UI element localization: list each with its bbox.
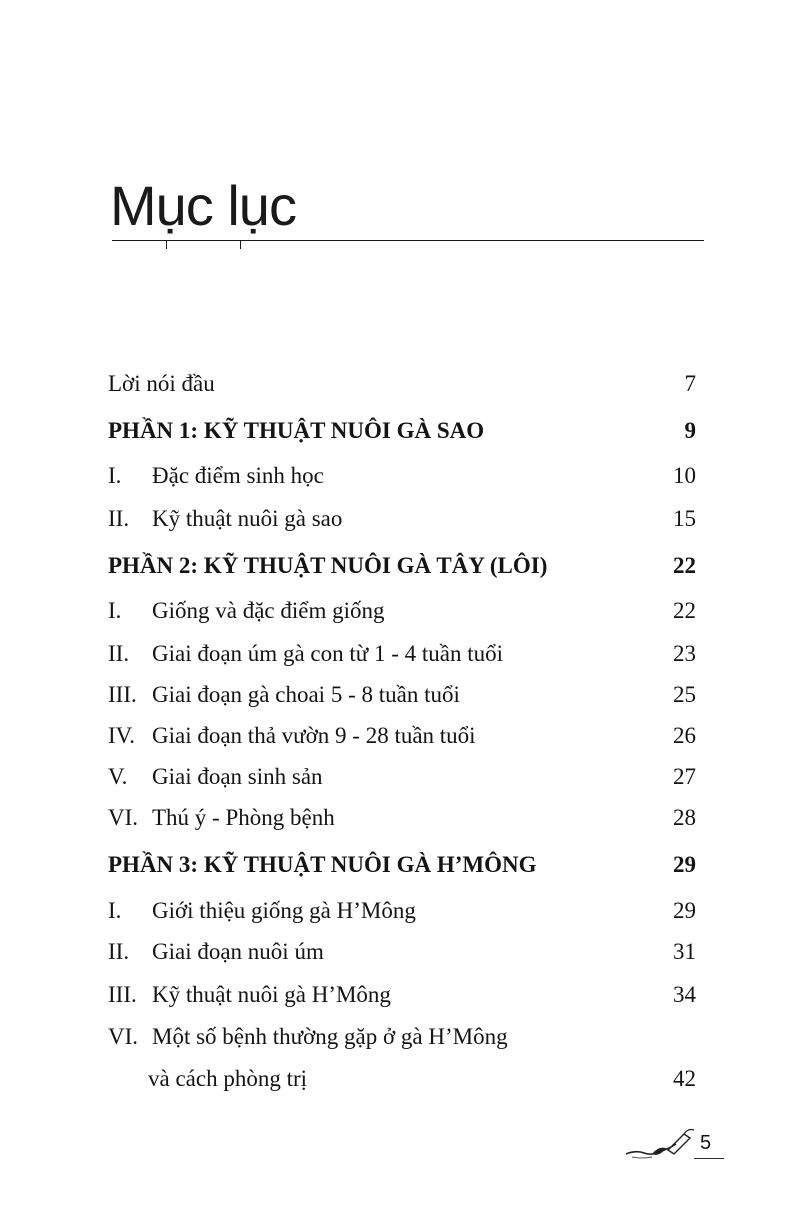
- toc-entry-title: Kỹ thuật nuôi gà sao: [152, 506, 343, 531]
- page-title: Mục lục: [110, 174, 296, 237]
- toc-entry-title: Đặc điểm sinh học: [152, 463, 324, 488]
- toc-entry-number: II.: [108, 506, 130, 531]
- toc-page-number: 23: [673, 641, 696, 666]
- toc-page-number: 22: [673, 553, 696, 578]
- toc-entry-title: PHẦN 2: KỸ THUẬT NUÔI GÀ TÂY (LÔI): [108, 553, 548, 578]
- toc-entry-number: VI.: [108, 1024, 139, 1049]
- toc-entry-number: III.: [108, 682, 137, 707]
- toc-entry-number: V.: [108, 764, 128, 789]
- toc-entry-title: Kỹ thuật nuôi gà H’Mông: [152, 982, 391, 1007]
- toc-entry-number: II.: [108, 939, 130, 964]
- toc-page-number: 25: [673, 682, 696, 707]
- page-number: 5: [700, 1132, 712, 1154]
- toc-entry-title: và cách phòng trị: [148, 1066, 308, 1091]
- toc-entry: [108, 594, 700, 628]
- toc-entry-title: Giai đoạn nuôi úm: [152, 939, 324, 964]
- toc-part-heading: [108, 848, 700, 882]
- toc-page-number: 34: [673, 982, 696, 1007]
- toc-entry: [108, 719, 700, 753]
- toc-page-number: 15: [673, 506, 696, 531]
- toc-entry-title: Giống và đặc điểm giống: [152, 598, 385, 623]
- toc-entry-number: IV.: [108, 723, 136, 748]
- toc-page-number: 42: [673, 1066, 696, 1091]
- toc-page-number: 7: [684, 371, 696, 396]
- toc-entry-number: III.: [108, 982, 137, 1007]
- toc-page-number: 26: [673, 723, 696, 748]
- toc-page-number: 22: [673, 598, 696, 623]
- page-footer: [622, 1124, 722, 1164]
- toc-entry-number: I.: [108, 463, 122, 488]
- footer-rule: [694, 1158, 724, 1159]
- toc-page-number: 28: [673, 805, 696, 830]
- toc-entry-number: VI.: [108, 805, 139, 830]
- toc-entry: [108, 801, 700, 835]
- toc-page-number: 29: [673, 898, 696, 923]
- toc-entry-number: I.: [108, 598, 122, 623]
- toc-entry: [108, 1020, 700, 1054]
- toc-part-heading: [108, 414, 700, 448]
- toc-entry: [108, 637, 700, 671]
- toc-entry: [108, 978, 700, 1012]
- toc-entry: [108, 760, 700, 794]
- toc-page-number: 10: [673, 463, 696, 488]
- toc-entry: [108, 678, 700, 712]
- toc-entry-title: Giai đoạn sinh sản: [152, 764, 323, 789]
- toc-entry-title: Giai đoạn úm gà con từ 1 - 4 tuần tuổi: [152, 641, 504, 666]
- toc-page-number: 29: [673, 852, 696, 877]
- toc-entry-number: II.: [108, 641, 130, 666]
- toc-entry-number: I.: [108, 898, 122, 923]
- toc-page-number: 31: [673, 939, 696, 964]
- toc-entry: [108, 935, 700, 969]
- toc-entry: [108, 367, 700, 401]
- toc-entry-title: Giới thiệu giống gà H’Mông: [152, 898, 416, 923]
- toc-entry-title: Giai đoạn thả vườn 9 - 28 tuần tuổi: [152, 723, 476, 748]
- toc-entry: [108, 502, 700, 536]
- toc-entry-title: Lời nói đầu: [108, 371, 215, 396]
- toc-entry-title: Giai đoạn gà choai 5 - 8 tuần tuổi: [152, 682, 460, 707]
- toc-entry-title: PHẦN 1: KỸ THUẬT NUÔI GÀ SAO: [108, 418, 485, 443]
- pen-scribble-icon: [622, 1124, 698, 1164]
- toc-entry: [108, 459, 700, 493]
- toc-part-heading: [108, 549, 700, 583]
- toc-entry: [108, 894, 700, 928]
- toc-entry: [108, 1062, 700, 1096]
- toc-entry-title: PHẦN 3: KỸ THUẬT NUÔI GÀ H’MÔNG: [108, 852, 537, 877]
- toc-entry-title: Một số bệnh thường gặp ở gà H’Mông: [152, 1024, 508, 1049]
- toc-page-number: 27: [673, 764, 696, 789]
- toc-entry-title: Thú ý - Phòng bệnh: [152, 805, 335, 830]
- toc-page-number: 9: [684, 418, 696, 443]
